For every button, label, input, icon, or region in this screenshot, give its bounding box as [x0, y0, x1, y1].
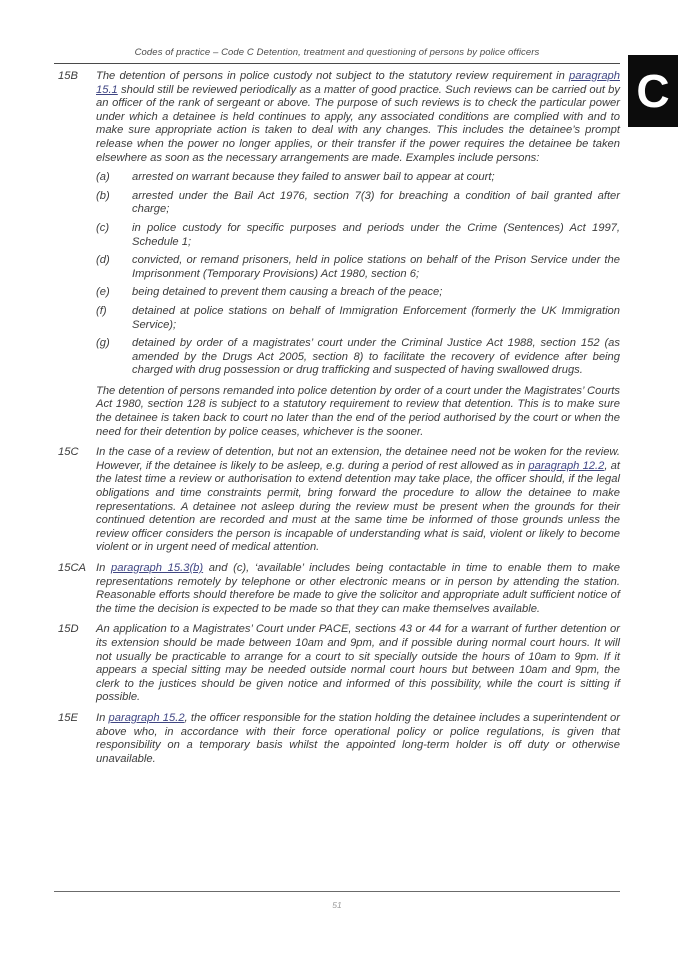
list-item-label: (g) — [96, 337, 110, 350]
text-segment: In the case of a review of detention, but not an extension, the detainee need not be woken for the review. However, if the detainee is likely to be asleep, e.g. during a period of rest allowed as in — [96, 446, 620, 472]
note-body — [96, 70, 620, 439]
note-row — [58, 623, 620, 705]
section-tab-letter: C — [636, 65, 670, 117]
list-item-label: (b) — [96, 189, 110, 202]
text-segment: detained by order of a magistrates’ court under the Criminal Justice Act 1988, section 152 (as amended by the Drugs Act 2005, section 8) to facilitate the recovery of evidence after being charged with drug possession or drug trafficking and suspected of having swallowed drugs. — [132, 337, 620, 377]
list-item-label: (c) — [96, 221, 110, 234]
note-number: 15CA — [58, 562, 86, 574]
list-item — [96, 222, 620, 249]
list-item-text — [132, 254, 620, 281]
text-segment: An application to a Magistrates’ Court under PACE, sections 43 or 44 for a warrant of further detention or its extension should be made between 10am and 9pm, and if possible during normal court hours. It will not usually be practicable to arrange for a court to sit specially outside the hours of 10am to 9pm. If it appears a special sitting may be needed outside normal court hours but between 10am and 9pm, the clerk to the justices should be given notice and informed of this possibility, while the court is sitting if possible. — [96, 623, 620, 704]
list-item-label: (f) — [96, 304, 107, 317]
page-footer — [54, 891, 620, 913]
list-item — [96, 171, 620, 185]
text-segment: arrested under the Bail Act 1976, section 7(3) for breaching a condition of bail granted after charge; — [132, 189, 620, 216]
list-item-text — [132, 171, 620, 185]
list-item — [96, 305, 620, 332]
list-item — [96, 337, 620, 378]
text-segment: should still be reviewed periodically as a matter of good practice. Such reviews can be carried out by an officer of the rank of sergeant or above. The purpose of such reviews is to check the particular power under which a detainee is held continues to apply, any associated conditions are complied with and to make sure appropriate action is taken to deal with any changes. This includes the detainee’s prompt release when the power no longer applies, or their transfer if the power requires the detainee be taken elsewhere as soon as the necessary arrangements are made. Examples include persons: — [96, 83, 620, 164]
list-item-label: (a) — [96, 171, 110, 184]
list-item-text — [132, 286, 620, 300]
text-segment: and (c), ‘available’ includes being contactable in time to enable them to make representations remotely by telephone or other electronic means or in person by attending the station. Reasonable efforts should therefore be made to give the solicitor and appropriate adult sufficient notice of the time the decision is expected to be made so that they can make themselves available. — [96, 562, 620, 615]
text-segment: In — [96, 711, 109, 724]
list-item — [96, 286, 620, 300]
note-row — [58, 446, 620, 555]
list-item — [96, 190, 620, 217]
text-segment: , the officer responsible for the station holding the detainee includes a superintendent or above who, in accordance with their force operational policy or police regulations, is given that responsibility on a temporary basis whilst the appointed long-term holder is off duty or otherwise unavailable. — [96, 711, 620, 765]
notes-for-guidance — [58, 70, 620, 773]
note-number: 15E — [58, 711, 78, 724]
note-body — [96, 712, 620, 766]
list-item-text — [132, 190, 620, 217]
note-number: 15C — [58, 446, 79, 459]
note-paragraph — [96, 562, 620, 616]
note-body — [96, 562, 620, 616]
paragraph-link[interactable]: paragraph 12.2 — [528, 459, 605, 472]
note-body — [96, 446, 620, 555]
text-segment: , at the latest time a review or authorisation to extend detention may take place, the officer should, if the legal obligations and time constraints permit, bring forward the procedure to allow the detainee to make representations. A detainee not asleep during the review must be present when the grounds for their continued detention are recorded and must at the same time be informed of those grounds unless the review officer considers the person is incapable of understanding what is said, violent or likely to become violent or in urgent need of medical attention. — [96, 459, 620, 554]
text-segment: The detention of persons remanded into police detention by order of a court under the Magistrates’ Courts Act 1980, section 128 is subject to a statutory requirement to review that detention. This is to make sure the detainee is taken back to court no later than the end of the period authorised by the court or when the need for their detention by police ceases, whichever is the sooner. — [96, 384, 620, 438]
note-paragraph — [96, 712, 620, 766]
paragraph-link[interactable]: paragraph 15.1 — [96, 70, 620, 96]
text-segment: The detention of persons in police custody not subject to the statutory review requirement in — [96, 70, 569, 82]
text-segment: detained at police stations on behalf of Immigration Enforcement (formerly the UK Immigration Service); — [132, 304, 620, 331]
note-row — [58, 712, 620, 766]
note-paragraph — [96, 70, 620, 165]
list-item — [96, 254, 620, 281]
note-paragraph — [96, 446, 620, 555]
paragraph-link[interactable]: paragraph 15.3(b) — [111, 562, 204, 574]
text-segment: in police custody for specific purposes and periods under the Crime (Sentences) Act 1997, Schedule 1; — [132, 221, 620, 248]
note-continuation — [96, 385, 620, 439]
list-item-text — [132, 222, 620, 249]
list-item-label: (d) — [96, 254, 110, 267]
note-number: 15B — [58, 70, 78, 82]
note-row — [58, 70, 620, 439]
paragraph-link[interactable]: paragraph 15.2 — [108, 711, 185, 724]
header-title: Codes of practice – Code C Detention, treatment and questioning of persons by police officers — [134, 47, 540, 58]
list-item-text — [132, 305, 620, 332]
page-number: 51 — [332, 900, 342, 910]
section-tab — [628, 55, 678, 127]
list-item-label: (e) — [96, 286, 110, 299]
note-sublist — [96, 171, 620, 378]
note-paragraph — [96, 623, 620, 705]
text-segment: being detained to prevent them causing a breach of the peace; — [132, 286, 443, 299]
text-segment: arrested on warrant because they failed to answer bail to appear at court; — [132, 171, 495, 184]
page-header — [54, 42, 620, 64]
text-segment: convicted, or remand prisoners, held in police stations on behalf of the Prison Service under the Imprisonment (Temporary Provisions) Act 1980, section 6; — [132, 254, 620, 280]
note-body — [96, 623, 620, 705]
note-row — [58, 562, 620, 616]
note-number: 15D — [58, 623, 79, 636]
list-item-text — [132, 337, 620, 378]
text-segment: In — [96, 562, 111, 574]
